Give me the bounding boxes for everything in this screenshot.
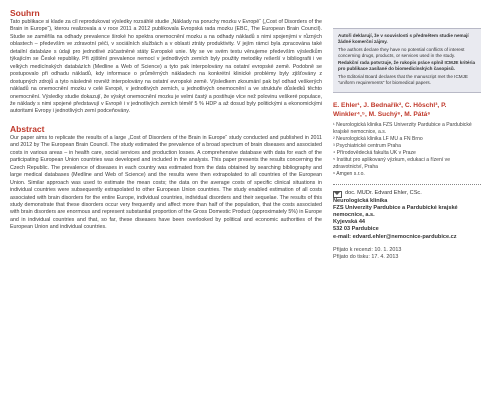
dates-block — [333, 247, 481, 262]
contact-institution: FZS Univerzity Pardubice a Pardubické krajské nemocnice, a.s. — [333, 204, 458, 219]
contact-email[interactable]: e-mail: edvard.ehler@nemocnice-pardubice.cz — [333, 233, 457, 240]
author-list: E. Ehler¹, J. Bednařík², C. Höschl³, P. Winkler⁴,⁵, M. Suchý⁶, M. Pátá⁶ — [333, 102, 447, 118]
contact-block — [333, 190, 481, 240]
czech-abstract-text: Tato publikace si klade za cíl reprodukovat výsledky rozsáhlé studie „Náklady na poruchy mozku v Evropě“ („Cost of Disorders of the Brain in Europe“), kterou realizovala a v roce 2011 a 2012 publikovala Evropská rada mozku (EBC, The European Brain Council). Studie se zaměřila na odhady prevalence široké ho spektra onemocnění mozku a na odhady nákladů s nimi spojenými v různých oblastech – především ve zdravotní péči, v sociálních službách a v oblasti ztráty produktivity. V jejím rámci byla zpracována také detailní databáze s údaji pro jednotlivé zúčastněné státy Evropské unie. My se ve svém textu věnujeme především výsledkům týkajícím se České republiky. Při zjištění prevalence nemocí v jednotlivých zemích byly použity metodiky rešerší v bibliografii i ve velkých medicínských databázích (Medline a Web of Science) a tyto pak interpolovány na ostatní evropské země. Podobně se postupovalo při odhadu nákladů, kdy informace o průměrných nákladech na konkrétní klinické problémy byly zjišťovány z dostupných zdrojů a tyto následně rovněž interpolovány na ostatní evropské země. Výsledkem zkoumání pak byl odhad veškerých nákladů na onemocnění mozku v celé Evropě, v jednotlivých zemích, u jednotlivých onemocnění a ve struktuře důsledků těchto onemocnění. Výsledky studie dokazují, že výskyt onemocnění mozku je velmi častý a postihuje více než polovinu veškeré populace, že náklady s nimi spojené představují v Evropě i v jednotlivých zemích téměř 5 % HDP a až dosud byly politickými a ekonomickými autoritami Evropy i jednotlivých zemí podceňovány. — [10, 19, 322, 115]
contact-city: 532 03 Pardubice — [333, 226, 379, 233]
conflict-note-box — [333, 28, 481, 93]
abstracts-column — [10, 8, 322, 240]
sidebar-column — [333, 28, 481, 262]
english-abstract-heading: Abstract — [10, 123, 45, 134]
contact-name: doc. MUDr. Edvard Ehler, CSc. — [345, 190, 422, 197]
english-abstract-text: Our paper aims to replicate the results of a large „Cost of Disorders of the Brain in Europe“ study conducted and published in 2011 and 2012 by The European Brain Council. The study estimated the prevalence of a broad spectrum of brain diseases and associated costs in various areas – in health care, social services and production losses. A comprehensive database with data for each of the participating European Union countries was developed and included in the analysis. This paper presents the results concerning the Czech Republic. The prevalence of diseases in each country was estimated from the data obtained by searching bibliography and large medical databases (Medline and Web of Science) and the results were then extrapolated to all countries of the European Union. Similar approach was used to estimate the mean costs; the data on the average costs of specific clinical situations in individual countries were subsequently extrapolated to other European Union countries. The study enabled estimation of all costs associated with brain disorders for the entire Europe, individual countries, individual disorders and their sequelae. The results of this study demonstrate that these disorders occur very frequently and affect more than half of the population, that the costs associated with brain disorders are enormous and represent substantial proportion of the Gross Domestic Product (approximately 5%) in Europe and in individual countries and that, so far, these diseases have been overlooked by political and economic authorities of the European Union and individual countries. — [10, 134, 322, 231]
affiliation-item: ⁴ Přírodovědecká fakulta UK v Praze — [333, 149, 416, 156]
editorial-note-en: The Editorial Board declares that the manuscript met the ICMJE “uniform requirements” for biomedical papers. — [338, 73, 468, 85]
affiliation-item: ⁵ Institut pro aplikovaný výzkum, edukaci a řízení ve zdravotnictví, Praha — [333, 156, 451, 170]
contact-department: Neurologická klinika — [333, 197, 388, 204]
divider — [333, 184, 481, 185]
affiliations-list — [333, 122, 481, 177]
conflict-note-en: The authors declare they have no potential conflicts of interest concerning drugs, products, or services used in the study. — [338, 46, 465, 58]
received-date: Přijato k recenzi: 10. 1. 2013 — [333, 246, 402, 253]
affiliation-item: ¹ Neurologická klinika FZS Univerzity Pardubice a Pardubické krajské nemocnice, a.s. — [333, 122, 472, 136]
conflict-note-cz: Autoři deklarují, že v souvislosti s předmětem studie nemají žádné komerční zájmy. — [338, 33, 469, 44]
envelope-icon — [333, 191, 342, 198]
czech-abstract-heading: Souhrn — [10, 8, 40, 18]
accepted-date: Přijato do tisku: 17. 4. 2013 — [333, 254, 399, 261]
affiliation-item: ³ Psychiatrické centrum Praha — [333, 142, 401, 149]
affiliation-item: ² Neurologická klinika LF MU a FN Brno — [333, 136, 423, 142]
contact-street: Kyjevská 44 — [333, 219, 366, 226]
editorial-note-cz: Redakční rada potvrzuje, že rukopis práce splnil ICMJE kritéria pro publikace zasílané do biomedicínských časopisů. — [338, 60, 476, 71]
affiliation-item: ⁶ Amgen s.r.o. — [333, 170, 365, 177]
